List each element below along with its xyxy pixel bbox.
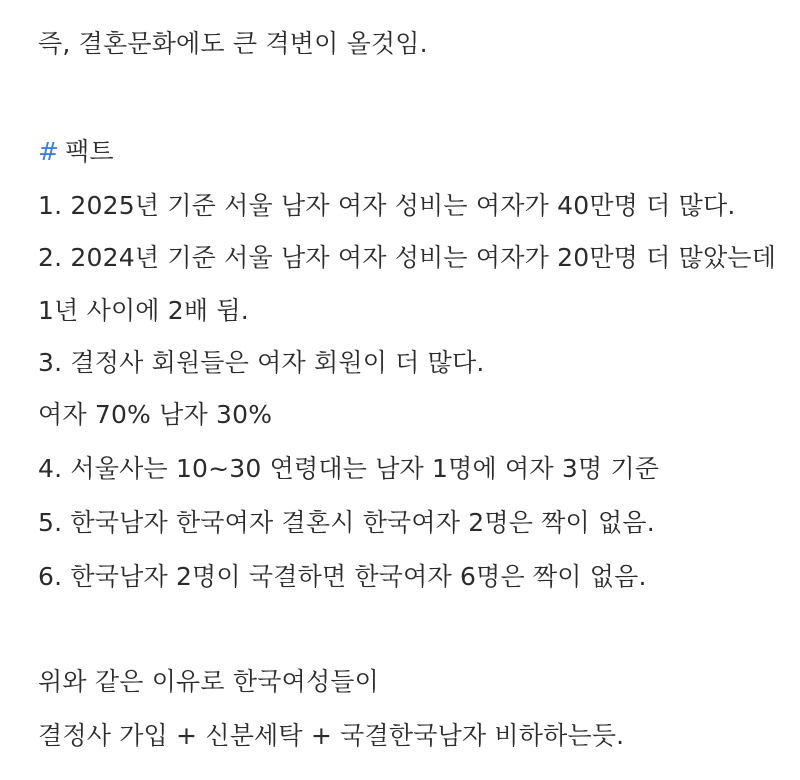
- fact-line-3-detail: 여자 70% 남자 30%: [38, 400, 273, 429]
- fact-line-2-continued: 1년 사이에 2배 뒴.: [38, 296, 249, 325]
- hashtag-icon: #: [38, 137, 60, 166]
- section-heading: [38, 132, 114, 172]
- section-title: 팩트: [65, 137, 114, 166]
- fact-line-5: 5. 한국남자 한국여자 결혼시 한국여자 2명은 짝이 없음.: [38, 508, 655, 537]
- fact-line-1: 1. 2025년 기준 서울 남자 여자 성비는 여자가 40만명 더 많다.: [38, 191, 736, 220]
- fact-line-6: 6. 한국남자 2명이 국결하면 한국여자 6명은 짝이 없음.: [38, 562, 647, 591]
- fact-line-3: 3. 결정사 회원들은 여자 회원이 더 많다.: [38, 348, 485, 377]
- fact-line-2: 2. 2024년 기준 서울 남자 여자 성비는 여자가 20만명 더 많았는데: [38, 243, 777, 272]
- intro-line: 즉, 결혼문화에도 큰 격변이 올것임.: [38, 29, 428, 58]
- conclusion-line-1: 위와 같은 이유로 한국여성들이: [38, 667, 379, 696]
- fact-line-4: 4. 서울사는 10~30 연령대는 남자 1명에 여자 3명 기준: [38, 454, 660, 483]
- conclusion-line-2: 결정사 가입 + 신분세탁 + 국결한국남자 비하하는듯.: [38, 721, 625, 750]
